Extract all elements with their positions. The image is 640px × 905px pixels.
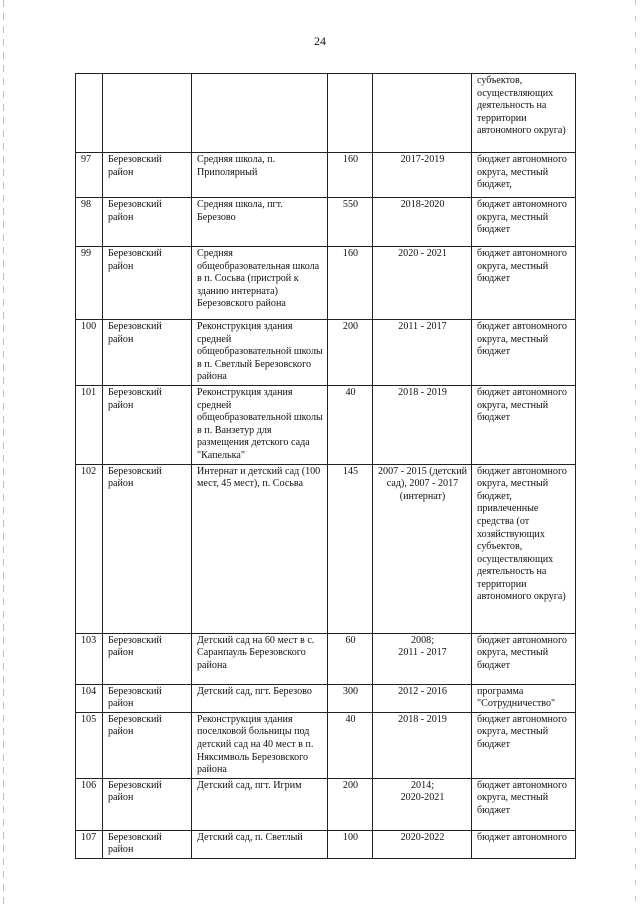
- row-number: 101: [76, 385, 103, 464]
- capacity-cell: [328, 74, 373, 153]
- table-row: [76, 247, 576, 320]
- row-number: 97: [76, 153, 103, 198]
- period-cell: 2018 - 2019: [373, 385, 472, 464]
- object-name-cell: [192, 74, 328, 153]
- object-name-cell: Средняя общеобразовательная школа в п. Сосьва (пристрой к зданию интерната) Березовского района: [192, 247, 328, 320]
- row-number: 99: [76, 247, 103, 320]
- funding-source-cell: бюджет автономного округа, местный бюджет: [472, 385, 576, 464]
- table-row: [76, 712, 576, 778]
- table-row: [76, 778, 576, 830]
- object-name-cell: Детский сад, пгт. Березово: [192, 684, 328, 712]
- funding-source-cell: бюджет автономного округа, местный бюджет: [472, 712, 576, 778]
- funding-source-cell: субъектов, осуществляющих деятельность на территории автономного округа): [472, 74, 576, 153]
- object-name-cell: Средняя школа, п. Приполярный: [192, 153, 328, 198]
- table-row: [76, 385, 576, 464]
- row-number: 103: [76, 633, 103, 684]
- capacity-cell: 145: [328, 464, 373, 633]
- period-cell: 2007 - 2015 (детский сад), 2007 - 2017 (интернат): [373, 464, 472, 633]
- row-number: 98: [76, 198, 103, 247]
- scan-edge-left: [3, 0, 4, 905]
- capacity-cell: 40: [328, 385, 373, 464]
- table-row: [76, 320, 576, 386]
- capacity-cell: 200: [328, 320, 373, 386]
- object-name-cell: Детский сад, пгт. Игрим: [192, 778, 328, 830]
- funding-source-cell: бюджет автономного: [472, 830, 576, 858]
- table-row: [76, 830, 576, 858]
- capacity-cell: 160: [328, 247, 373, 320]
- capacity-cell: 100: [328, 830, 373, 858]
- funding-source-cell: бюджет автономного округа, местный бюджет, привлеченные средства (от хозяйствующих субъектов, осуществляющих деятельность на территории автономного округа): [472, 464, 576, 633]
- row-number: 106: [76, 778, 103, 830]
- district-cell: Березовский район: [103, 830, 192, 858]
- table-row: [76, 464, 576, 633]
- district-cell: Березовский район: [103, 247, 192, 320]
- district-cell: Березовский район: [103, 778, 192, 830]
- table-row: [76, 74, 576, 153]
- district-cell: Березовский район: [103, 712, 192, 778]
- period-cell: 2014; 2020-2021: [373, 778, 472, 830]
- district-cell: [103, 74, 192, 153]
- capacity-cell: 60: [328, 633, 373, 684]
- period-cell: 2011 - 2017: [373, 320, 472, 386]
- scan-edge-right: [635, 0, 636, 905]
- district-cell: Березовский район: [103, 633, 192, 684]
- table-row: [76, 198, 576, 247]
- objects-table: [75, 73, 576, 859]
- period-cell: 2020-2022: [373, 830, 472, 858]
- object-name-cell: Средняя школа, пгт. Березово: [192, 198, 328, 247]
- district-cell: Березовский район: [103, 385, 192, 464]
- page-number: 24: [314, 34, 326, 48]
- period-cell: 2020 - 2021: [373, 247, 472, 320]
- object-name-cell: Интернат и детский сад (100 мест, 45 мест), п. Сосьва: [192, 464, 328, 633]
- funding-source-cell: бюджет автономного округа, местный бюджет: [472, 633, 576, 684]
- row-number: [76, 74, 103, 153]
- period-cell: [373, 74, 472, 153]
- district-cell: Березовский район: [103, 464, 192, 633]
- row-number: 102: [76, 464, 103, 633]
- funding-source-cell: бюджет автономного округа, местный бюджет,: [472, 153, 576, 198]
- capacity-cell: 160: [328, 153, 373, 198]
- object-name-cell: Реконструкция здания средней общеобразовательной школы в п. Ванзетур для размещения детского сада "Капелька": [192, 385, 328, 464]
- object-name-cell: Детский сад на 60 мест в с. Саранпауль Березовского района: [192, 633, 328, 684]
- object-name-cell: Реконструкция здания средней общеобразовательной школы в п. Светлый Березовского района: [192, 320, 328, 386]
- capacity-cell: 200: [328, 778, 373, 830]
- period-cell: 2012 - 2016: [373, 684, 472, 712]
- funding-source-cell: бюджет автономного округа, местный бюджет: [472, 778, 576, 830]
- district-cell: Березовский район: [103, 320, 192, 386]
- object-name-cell: Реконструкция здания поселковой больницы под детский сад на 40 мест в п. Няксимволь Березовского района: [192, 712, 328, 778]
- row-number: 107: [76, 830, 103, 858]
- district-cell: Березовский район: [103, 198, 192, 247]
- period-cell: 2017-2019: [373, 153, 472, 198]
- period-cell: 2008; 2011 - 2017: [373, 633, 472, 684]
- capacity-cell: 550: [328, 198, 373, 247]
- object-name-cell: Детский сад, п. Светлый: [192, 830, 328, 858]
- funding-source-cell: бюджет автономного округа, местный бюджет: [472, 320, 576, 386]
- row-number: 100: [76, 320, 103, 386]
- capacity-cell: 40: [328, 712, 373, 778]
- period-cell: 2018 - 2019: [373, 712, 472, 778]
- period-cell: 2018-2020: [373, 198, 472, 247]
- funding-source-cell: программа "Сотрудничество": [472, 684, 576, 712]
- district-cell: Березовский район: [103, 153, 192, 198]
- district-cell: Березовский район: [103, 684, 192, 712]
- capacity-cell: 300: [328, 684, 373, 712]
- table-row: [76, 153, 576, 198]
- row-number: 105: [76, 712, 103, 778]
- funding-source-cell: бюджет автономного округа, местный бюджет: [472, 247, 576, 320]
- objects-table-body: [76, 74, 576, 859]
- funding-source-cell: бюджет автономного округа, местный бюджет: [472, 198, 576, 247]
- table-row: [76, 684, 576, 712]
- table-row: [76, 633, 576, 684]
- row-number: 104: [76, 684, 103, 712]
